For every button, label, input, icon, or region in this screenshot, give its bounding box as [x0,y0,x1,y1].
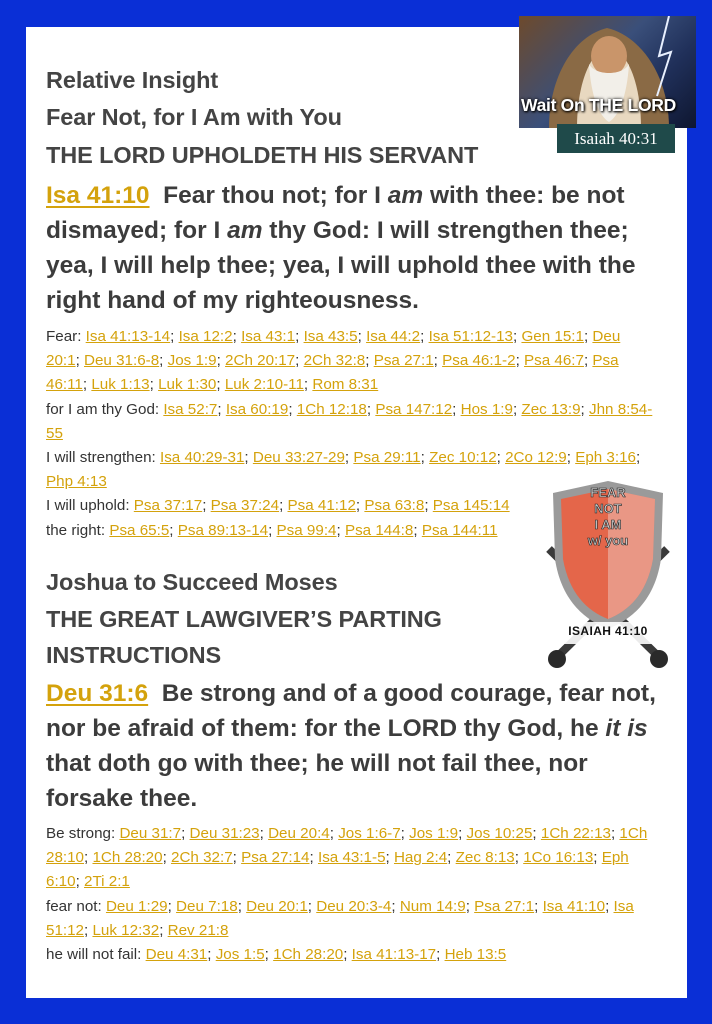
xref-separator: ; [636,449,641,467]
xref-label: fear not: [46,897,106,915]
xref-link[interactable]: Psa 99:4 [276,521,337,539]
xref-separator: ; [391,897,400,915]
xref-separator: ; [447,849,456,867]
xref-paragraph [46,398,656,446]
xref-label: I will strengthen: [46,449,160,467]
xref-separator: ; [532,825,541,842]
section2-heading-2: THE GREAT LAWGIVER’S PARTING [46,606,442,632]
xref-separator: ; [512,400,522,418]
xref-separator: ; [514,849,524,867]
verse-text: with thee: be not dismayed; for I [46,182,625,244]
xref-separator: ; [169,521,178,539]
section1-verse [46,178,676,318]
xref-link[interactable]: Luk 1:30 [158,376,217,394]
xref-separator: ; [458,825,467,842]
xref-link[interactable]: 2Ch 32:8 [303,352,366,370]
xref-label: the right: [46,521,110,539]
image-caption: Wait On THE LORD [521,95,676,115]
xref-paragraph [46,325,656,398]
xref-separator: ; [515,352,525,370]
section1-heading-3: THE LORD UPHOLDETH HIS SERVANT [46,142,479,168]
xref-link[interactable]: 1Ch 28:20 [92,849,163,867]
xref-separator: ; [436,946,445,964]
xref-separator: ; [84,849,93,867]
xref-separator: ; [336,521,345,539]
xref-separator: ; [279,497,288,515]
wait-on-the-lord-image [519,16,696,128]
xref-separator: ; [496,449,506,467]
xref-label: for I am thy God: [46,400,164,418]
xref-separator: ; [244,449,253,467]
shield-line: I AM [594,517,622,532]
xref-separator: ; [329,825,339,842]
xref-link[interactable]: 1Ch 28:20 [273,946,344,964]
xref-link[interactable]: Php 4:13 [46,473,107,491]
xref-link[interactable]: Psa 46:1-2 [442,352,516,370]
xref-separator: ; [159,352,168,370]
xref-paragraph [46,822,656,895]
xref-link[interactable]: Deu 20:4 [268,825,330,842]
xref-link[interactable]: Psa 46:11 [46,352,619,394]
xref-separator: ; [309,849,318,867]
xref-link[interactable]: Deu 20:1 [246,897,308,915]
xref-separator: ; [84,921,93,939]
verse-text: thy God: I will strengthen thee; yea, I will help thee; yea, I will uphold thee with the right hand of my righteousness. [46,217,636,314]
xref-link[interactable]: Psa 89:13-14 [177,521,269,539]
xref-link[interactable]: Deu 31:7 [119,825,182,842]
xref-separator: ; [232,328,242,345]
xref-link[interactable]: Deu 31:6-8 [84,352,160,370]
xref-separator: ; [420,449,430,467]
xref-link[interactable]: Deu 33:27-29 [252,449,345,467]
xref-separator: ; [75,352,85,370]
xref-separator: ; [355,497,365,515]
verse-italic: it is [605,715,648,742]
xref-link[interactable]: Psa 37:24 [210,497,280,515]
xref-separator: ; [424,497,433,515]
xref-label: I will uphold: [46,497,134,515]
xref-link[interactable]: Isa 51:12 [46,897,634,939]
xref-link[interactable]: 2Ch 20:17 [225,352,296,370]
xref-link[interactable]: 1Ch 12:18 [296,400,367,418]
xref-link[interactable]: Jos 1:9 [167,352,217,370]
xref-separator: ; [385,849,394,867]
shield-lettering [577,485,639,549]
xref-link[interactable]: Zec 13:9 [521,400,581,418]
xref-separator: ; [232,849,242,867]
xref-link[interactable]: Rev 21:8 [167,921,229,939]
shield-label: ISAIAH 41:10 [568,624,648,638]
xref-separator: ; [159,921,168,939]
xref-separator: ; [288,400,297,418]
xref-separator: ; [420,328,429,345]
xref-label: he will not fail: [46,946,146,964]
xref-link[interactable]: Psa 27:14 [241,849,310,867]
xref-separator: ; [357,328,367,345]
verse-ref-link[interactable]: Deu 31:6 [46,680,149,707]
xref-separator: ; [216,376,225,394]
xref-separator: ; [202,497,211,515]
isaiah-40-31-badge: Isaiah 40:31 [557,124,675,153]
xref-link[interactable]: Deu 1:29 [105,897,168,915]
xref-link[interactable]: 1Ch 28:10 [46,825,648,867]
xref-separator: ; [162,849,172,867]
shield-line: NOT [594,501,622,516]
verse-text: that doth go with thee; he will not fail thee, nor forsake thee. [46,750,588,812]
xref-link[interactable]: Jos 1:9 [409,825,459,842]
xref-link[interactable]: Isa 41:13-17 [351,946,437,964]
xref-separator: ; [605,897,614,915]
xref-separator: ; [167,897,177,915]
xref-separator: ; [149,376,159,394]
xref-separator: ; [181,825,190,842]
xref-link[interactable]: Jos 1:5 [215,946,265,964]
xref-separator: ; [217,400,226,418]
xref-link[interactable]: Zec 8:13 [455,849,515,867]
section1-heading-2: Fear Not, for I Am with You [46,104,342,130]
xref-paragraph [46,895,656,943]
xref-link[interactable]: Jhn 8:54-55 [46,400,653,442]
verse-ref-link[interactable]: Isa 41:10 [46,182,150,209]
xref-separator: ; [400,825,410,842]
xref-link[interactable]: Isa 51:12-13 [428,328,513,345]
xref-link[interactable]: Psa 144:11 [421,521,498,539]
xref-link[interactable]: Psa 37:17 [133,497,203,515]
xref-link[interactable]: Zec 10:12 [429,449,497,467]
xref-link[interactable]: Isa 41:10 [542,897,606,915]
xref-link[interactable]: Luk 2:10-11 [224,376,304,394]
section2-cross-references [46,822,656,967]
xref-separator: ; [465,897,475,915]
section2-verse [46,676,676,816]
xref-separator: ; [365,352,374,370]
xref-link[interactable]: Psa 27:1 [373,352,434,370]
xref-link[interactable]: Hos 1:9 [460,400,513,418]
xref-link[interactable]: Psa 41:12 [287,497,356,515]
xref-separator: ; [583,328,593,345]
xref-link[interactable]: 2Ch 32:7 [171,849,233,867]
xref-link[interactable]: Rom 8:31 [312,376,379,394]
xref-link[interactable]: Isa 40:29-31 [159,449,245,467]
xref-link[interactable]: 1Ch 22:13 [540,825,611,842]
xref-link[interactable]: Jos 1:6-7 [338,825,401,842]
xref-separator: ; [344,449,354,467]
xref-separator: ; [343,946,352,964]
xref-link[interactable]: Gen 15:1 [521,328,584,345]
xref-link[interactable]: Luk 1:13 [91,376,150,394]
xref-label: Fear: [46,328,86,345]
xref-link[interactable]: Psa 63:8 [364,497,425,515]
xref-link[interactable]: Psa 29:11 [353,449,421,467]
xref-link[interactable]: 2Co 12:9 [505,449,567,467]
xref-link[interactable]: Isa 43:1-5 [317,849,386,867]
xref-link[interactable]: Psa 144:8 [344,521,414,539]
xref-link[interactable]: Isa 52:7 [163,400,218,418]
xref-paragraph [46,943,656,967]
xref-link[interactable]: 2Ti 2:1 [84,873,130,891]
xref-separator: ; [295,328,304,345]
section1-heading-1: Relative Insight [46,67,219,93]
fear-not-shield-image [543,479,673,671]
xref-separator: ; [433,352,443,370]
verse-text: Fear thou not; for I [163,182,388,209]
shield-line: FEAR [590,485,626,500]
xref-separator: ; [207,946,216,964]
xref-link[interactable]: Psa 46:7 [524,352,584,370]
xref-separator: ; [268,521,277,539]
verse-text: Be strong and of a good courage, fear not, nor be afraid of them: for the LORD thy God, he [46,680,656,742]
xref-link[interactable]: Psa 147:12 [375,400,453,418]
xref-separator: ; [566,449,576,467]
xref-link[interactable]: Isa 43:5 [303,328,358,345]
xref-link[interactable]: Deu 20:1 [46,328,621,370]
xref-link[interactable]: Deu 20:3-4 [316,897,392,915]
xref-link[interactable]: Heb 13:5 [444,946,507,964]
xref-separator: ; [237,897,247,915]
shield-line: w/ you [587,533,629,548]
xref-separator: ; [75,873,85,891]
xref-link[interactable]: Isa 12:2 [178,328,233,345]
xref-link[interactable]: Isa 44:2 [366,328,421,345]
xref-separator: ; [413,521,422,539]
xref-link[interactable]: Eph 3:16 [575,449,636,467]
section2-heading-1: Joshua to Succeed Moses [46,569,338,595]
xref-separator: ; [583,352,593,370]
xref-separator: ; [82,376,92,394]
xref-separator: ; [303,376,313,394]
xref-link[interactable]: Isa 41:13-14 [85,328,171,345]
xref-separator: ; [295,352,304,370]
xref-link[interactable]: Jos 10:25 [466,825,533,842]
xref-link[interactable]: Deu 31:23 [189,825,260,842]
xref-link[interactable]: Psa 65:5 [109,521,170,539]
xref-separator: ; [170,328,179,345]
xref-link[interactable]: Psa 145:14 [432,497,510,515]
section2-heading-3: INSTRUCTIONS [46,642,222,668]
xref-link[interactable]: Eph 6:10 [46,849,629,891]
xref-label: Be strong: [46,825,120,842]
xref-link[interactable]: Deu 7:18 [176,897,238,915]
xref-link[interactable]: Luk 12:32 [92,921,160,939]
xref-separator: ; [534,897,543,915]
xref-separator: ; [366,400,376,418]
xref-link[interactable]: 1Co 16:13 [523,849,594,867]
xref-link[interactable]: Num 14:9 [399,897,466,915]
xref-link[interactable]: Isa 60:19 [225,400,289,418]
xref-link[interactable]: Deu 4:31 [145,946,208,964]
xref-separator: ; [307,897,317,915]
verse-italic: am [227,217,263,244]
xref-separator: ; [259,825,269,842]
verse-italic: am [387,182,424,209]
xref-separator: ; [513,328,522,345]
xref-link[interactable]: Psa 27:1 [474,897,535,915]
xref-separator: ; [593,849,602,867]
xref-separator: ; [610,825,620,842]
xref-separator: ; [216,352,226,370]
xref-separator: ; [264,946,274,964]
xref-link[interactable]: Hag 2:4 [393,849,448,867]
xref-separator: ; [452,400,461,418]
xref-link[interactable]: Isa 43:1 [241,328,296,345]
xref-separator: ; [580,400,589,418]
